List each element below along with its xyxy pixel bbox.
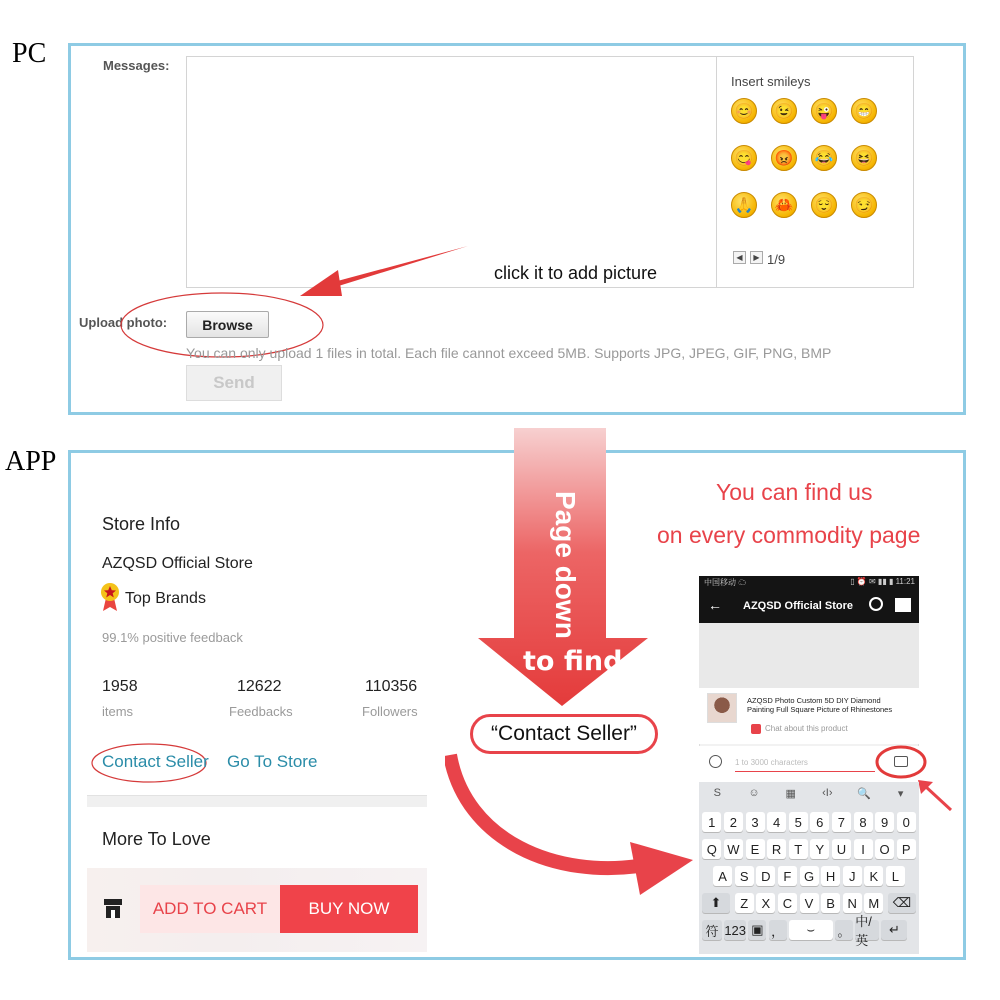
promo-line-2: on every commodity page: [657, 522, 921, 548]
smiley-next-button[interactable]: ▶: [750, 251, 763, 264]
shift-key[interactable]: ⬆: [702, 893, 730, 913]
keyboard-toolbar-item-icon[interactable]: ☺: [748, 787, 760, 799]
smiley-5-icon[interactable]: 😋: [731, 145, 757, 171]
store-info-title: Store Info: [102, 514, 181, 534]
smiley-3-icon[interactable]: 😜: [811, 98, 837, 124]
chat-product-checkbox[interactable]: [751, 724, 761, 734]
keyboard-bottom-key[interactable]: 。: [835, 920, 853, 940]
store-name: AZQSD Official Store: [102, 555, 253, 572]
status-indicators: ▯ ⏰ ✉ ▮▮ ▮ 11:21: [850, 577, 915, 586]
keyboard-key[interactable]: K: [864, 866, 883, 886]
smiley-panel-title: Insert smileys: [731, 74, 811, 89]
keyboard-toolbar-item-icon[interactable]: ▾: [897, 788, 904, 800]
pc-section-label: PC: [12, 38, 47, 69]
keyboard-key[interactable]: L: [886, 866, 905, 886]
keyboard-key[interactable]: 6: [810, 812, 829, 832]
keyboard-key[interactable]: 4: [767, 812, 786, 832]
phone-gray-area: [699, 623, 919, 688]
product-thumbnail: [707, 693, 737, 723]
keyboard-key[interactable]: M: [864, 893, 883, 913]
keyboard-key[interactable]: 0: [897, 812, 916, 832]
to-find-text: to find: [523, 646, 623, 677]
smiley-1-icon[interactable]: 😊: [731, 98, 757, 124]
smiley-page-indicator: 1/9: [767, 252, 786, 267]
keyboard-key[interactable]: Y: [810, 839, 829, 859]
top-brands-label: Top Brands: [125, 590, 206, 607]
smiley-11-icon[interactable]: 😌: [811, 192, 837, 218]
camera-icon[interactable]: [894, 756, 908, 767]
back-arrow-icon[interactable]: ←: [708, 597, 722, 613]
phone-title-bar: [699, 589, 919, 623]
phone-store-icon[interactable]: [895, 598, 911, 612]
product-title-line-2: Painting Full Square Picture of Rhinestones: [747, 705, 893, 714]
product-title-line-1: AZQSD Photo Custom 5D DIY Diamond: [747, 696, 881, 705]
keyboard-key[interactable]: W: [724, 839, 743, 859]
stat-feedbacks-label: Feedbacks: [229, 704, 293, 719]
keyboard-key[interactable]: D: [756, 866, 775, 886]
keyboard-key[interactable]: F: [778, 866, 797, 886]
app-section-label: APP: [5, 446, 57, 477]
keyboard-key[interactable]: S: [735, 866, 754, 886]
keyboard-key[interactable]: U: [832, 839, 851, 859]
smiley-2-icon[interactable]: 😉: [771, 98, 797, 124]
keyboard-bottom-key[interactable]: 123: [724, 920, 746, 940]
keyboard-key[interactable]: J: [843, 866, 862, 886]
keyboard-key[interactable]: X: [756, 893, 775, 913]
smiley-9-icon[interactable]: 🙏: [731, 192, 757, 218]
contact-seller-callout: “Contact Seller”: [470, 714, 658, 754]
keyboard-key[interactable]: B: [821, 893, 840, 913]
keyboard-key[interactable]: G: [800, 866, 819, 886]
keyboard-key[interactable]: I: [854, 839, 873, 859]
keyboard: [699, 782, 919, 954]
phone-store-title: AZQSD Official Store: [743, 600, 854, 612]
smiley-7-icon[interactable]: 😂: [811, 145, 837, 171]
keyboard-toolbar-item-icon[interactable]: ‹I›: [822, 787, 833, 799]
keyboard-key[interactable]: E: [746, 839, 765, 859]
keyboard-bottom-key[interactable]: 符: [702, 920, 722, 940]
emoji-icon[interactable]: [709, 755, 722, 768]
keyboard-key[interactable]: 1: [702, 812, 721, 832]
backspace-key[interactable]: ⌫: [888, 893, 916, 913]
keyboard-key[interactable]: A: [713, 866, 732, 886]
status-carrier: 中国移动 ☁: [704, 578, 747, 587]
keyboard-key[interactable]: 8: [854, 812, 873, 832]
stat-followers-label: Followers: [362, 704, 418, 719]
keyboard-toolbar-item-icon[interactable]: ▦: [785, 788, 796, 800]
keyboard-key[interactable]: C: [778, 893, 797, 913]
buy-now-button[interactable]: BUY NOW: [280, 885, 418, 933]
message-input[interactable]: 1 to 3000 characters: [735, 758, 875, 772]
keyboard-key[interactable]: N: [843, 893, 862, 913]
smiley-10-icon[interactable]: 🦀: [771, 192, 797, 218]
keyboard-key[interactable]: P: [897, 839, 916, 859]
store-icon[interactable]: [103, 897, 123, 919]
messages-label: Messages:: [103, 58, 170, 73]
stat-feedbacks-value: 12622: [237, 678, 282, 695]
smiley-6-icon[interactable]: 😡: [771, 145, 797, 171]
send-button[interactable]: Send: [186, 365, 282, 401]
upload-photo-label: Upload photo:: [79, 315, 168, 330]
page-down-text: Page down: [550, 491, 581, 639]
keyboard-key[interactable]: Z: [735, 893, 754, 913]
keyboard-key[interactable]: 5: [789, 812, 808, 832]
go-to-store-link[interactable]: Go To Store: [227, 752, 318, 771]
add-to-cart-button[interactable]: ADD TO CART: [140, 885, 280, 933]
curved-arrow-icon: [445, 750, 705, 900]
smiley-12-icon[interactable]: 😏: [851, 192, 877, 218]
smiley-prev-button[interactable]: ◀: [733, 251, 746, 264]
smiley-8-icon[interactable]: 😆: [851, 145, 877, 171]
keyboard-bottom-key[interactable]: ▣: [748, 920, 766, 940]
keyboard-bottom-key[interactable]: 中/英: [855, 920, 879, 940]
keyboard-bottom-key[interactable]: ⌣: [789, 920, 833, 940]
keyboard-key[interactable]: T: [789, 839, 808, 859]
stat-followers-value: 110356: [365, 678, 418, 695]
keyboard-key[interactable]: H: [821, 866, 840, 886]
stat-items-value: 1958: [102, 678, 138, 695]
chat-product-label: Chat about this product: [765, 724, 848, 733]
user-circle-icon[interactable]: [869, 597, 883, 611]
keyboard-key[interactable]: O: [875, 839, 894, 859]
keyboard-toolbar-item-icon[interactable]: 🔍: [857, 788, 871, 800]
keyboard-key[interactable]: V: [800, 893, 819, 913]
keyboard-key[interactable]: 7: [832, 812, 851, 832]
keyboard-key[interactable]: Q: [702, 839, 721, 859]
positive-feedback: 99.1% positive feedback: [102, 630, 243, 645]
add-picture-hint: click it to add picture: [494, 263, 658, 283]
stat-items-label: items: [102, 704, 134, 719]
smiley-4-icon[interactable]: 😁: [851, 98, 877, 124]
promo-line-1: You can find us: [716, 479, 873, 505]
keyboard-key[interactable]: R: [767, 839, 786, 859]
keyboard-toolbar-item-icon[interactable]: S: [713, 787, 721, 799]
upload-restrictions-note: You can only upload 1 files in total. Each file cannot exceed 5MB. Supports JPG, JPEG, GIF, PNG, BMP: [186, 345, 832, 361]
keyboard-key[interactable]: 3: [746, 812, 765, 832]
keyboard-key[interactable]: 9: [875, 812, 894, 832]
contact-seller-link[interactable]: Contact Seller: [102, 752, 209, 771]
keyboard-bottom-key[interactable]: ↵: [881, 920, 907, 940]
camera-pointer-arrow-icon: [915, 778, 955, 812]
smiley-grid: [731, 98, 891, 228]
keyboard-bottom-key[interactable]: ，: [769, 920, 787, 940]
phone-status-bar: [699, 576, 919, 589]
more-to-love-title: More To Love: [102, 829, 211, 849]
top-brand-badge-icon: [101, 582, 119, 612]
browse-button[interactable]: Browse: [186, 311, 269, 338]
keyboard-key[interactable]: 2: [724, 812, 743, 832]
section-divider: [87, 795, 427, 807]
